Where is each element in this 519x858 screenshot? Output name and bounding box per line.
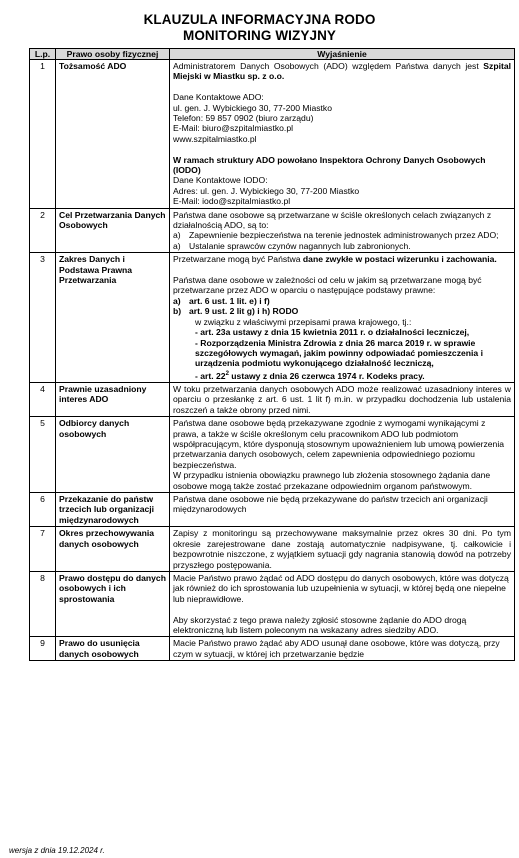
row-number: 8 <box>30 571 56 636</box>
row-number: 3 <box>30 253 56 383</box>
row-explanation: W toku przetwarzania danych osobowych ADO może realizować uzasadniony interes w oparciu o przesłankę z art. 6 ust. 1 lit f) m.in. w przypadku dochodzenia lub ustalenia roszczeń a także obrony przed nimi. <box>170 383 515 417</box>
table-row <box>30 571 515 636</box>
row-right: Przekazanie do państw trzecich lub organizacji międzynarodowych <box>56 493 170 527</box>
table-header <box>30 49 515 60</box>
table-row <box>30 60 515 209</box>
row-explanation: Macie Państwo prawo żądać aby ADO usunął dane osobowe, które was dotyczą, przy czym w sytuacji, w której ich przetwarzanie będzie <box>170 637 515 661</box>
row-right: Zakres Danych i Podstawa Prawna Przetwarzania <box>56 253 170 383</box>
row-explanation: Państwa dane osobowe są przetwarzane w ściśle określonych celach związanych z działalnością ADO, są to: a) Zapewnienie bezpieczeństwa na terenie jednostek administrowanych przez ADO; a) Ustalanie sprawców czynów nagannych lub zabronionych. <box>170 208 515 253</box>
row-explanation: Macie Państwo prawo żądać od ADO dostępu do danych osobowych, które was dotyczą jak również do ich sprostowania lub uzupełnienia w sytuacji, w której będą one niepełne lub nieprawidłowe. Aby skorzystać z tego prawa należy zgłosić stosowne żądanie do ADO drogą elektroniczną lub listem poleconym na wskazany adres siedziby ADO. <box>170 571 515 636</box>
table-row <box>30 253 515 383</box>
row-right: Prawo dostępu do danych osobowych i ich sprostowania <box>56 571 170 636</box>
row-number: 9 <box>30 637 56 661</box>
row-right: Tożsamość ADO <box>56 60 170 209</box>
row-explanation: Przetwarzane mogą być Państwa dane zwykłe w postaci wizerunku i zachowania. Państwa dane osobowe w zależności od celu w jakim są przetwarzane mogą być przetwarzane przez ADO w oparciu o następujące podstawy prawne: a) art. 6 ust. 1 lit. e) i f) b) art. 9 ust. 2 lit g) i h) RODO w związku z właściwymi przepisami prawa krajowego, tj.: - art. 23a ustawy z dnia 15 kwietnia 2011 r. o działalności leczniczej, - Rozporządzenia Ministra Zdrowia z dnia 26 marca 2019 r. w sprawie szczegółowych wymagań, jakim powinny odpowiadać pomieszczenia i urządzenia podmiotu wykonującego działalność leczniczą, - art. $22^2$ ustawy z dnia 26 czerwca 1974 r. Kodeks pracy. <box>170 253 515 383</box>
row-number: 7 <box>30 527 56 572</box>
row-right: Cel Przetwarzania Danych Osobowych <box>56 208 170 253</box>
row-explanation: Państwa dane osobowe nie będą przekazywane do państw trzecich ani organizacji międzynarodowych <box>170 493 515 527</box>
row-right: Prawnie uzasadniony interes ADO <box>56 383 170 417</box>
header-explanation: Wyjaśnienie <box>170 49 515 60</box>
row-explanation: Administratorem Danych Osobowych (ADO) względem Państwa danych jest Szpital Miejski w Miastku sp. z o.o. Dane Kontaktowe ADO: ul. gen. J. Wybickiego 30, 77-200 Miastko Telefon: 59 857 0902 (biuro zarządu) E-Mail: biuro@szpitalmiastko.pl www.szpitalmiastko.pl W ramach struktury ADO powołano Inspektora Ochrony Danych Osobowych (IODO) Dane Kontaktowe IODO: Adres: ul. gen. J. Wybickiego 30, 77-200 Miastko E-Mail: iodo@szpitalmiastko.pl <box>170 60 515 209</box>
table-row <box>30 383 515 417</box>
row-number: 1 <box>30 60 56 209</box>
table-row <box>30 527 515 572</box>
table-row <box>30 417 515 493</box>
row-right: Prawo do usunięcia danych osobowych <box>56 637 170 661</box>
row-right: Okres przechowywania danych osobowych <box>56 527 170 572</box>
version-footer: wersja z dnia 19.12.2024 r. <box>9 846 105 855</box>
document-title: KLAUZULA INFORMACYJNA RODO <box>143 12 376 27</box>
table-row <box>30 637 515 661</box>
document-subtitle: MONITORING WIZYJNY <box>182 28 337 43</box>
header-right: Prawo osoby fizycznej <box>56 49 170 60</box>
row-number: 6 <box>30 493 56 527</box>
rodo-table <box>29 48 515 661</box>
header-lp: L.p. <box>30 49 56 60</box>
row-number: 5 <box>30 417 56 493</box>
table-row <box>30 208 515 253</box>
row-number: 2 <box>30 208 56 253</box>
row-right: Odbiorcy danych osobowych <box>56 417 170 493</box>
table-row <box>30 493 515 527</box>
row-number: 4 <box>30 383 56 417</box>
row-explanation: Państwa dane osobowe będą przekazywane zgodnie z wymogami wynikającymi z prawa, a także w ściśle określonym celu pracownikom ADO lub podmiotom współpracującym, które dysponują stosownym upoważnieniem lub umową powierzenia przetwarzania danych osobowych, celem zapewnienia odpowiedniego poziomu bezpieczeństwa. W przypadku istnienia obowiązku prawnego lub złożenia stosownego żądania dane osobowe mogą także zostać przekazane odpowiednim organom państwowym. <box>170 417 515 493</box>
row-explanation: Zapisy z monitoringu są przechowywane maksymalnie przez okres 30 dni. Po tym okresie zarejestrowane dane zostają automatycznie nadpisywane, tj. całkowicie i bezpowrotnie niszczone, z wyjątkiem sytuacji gdy nagrania stanowią dowód na potrzeby przyszłego postępowania. <box>170 527 515 572</box>
